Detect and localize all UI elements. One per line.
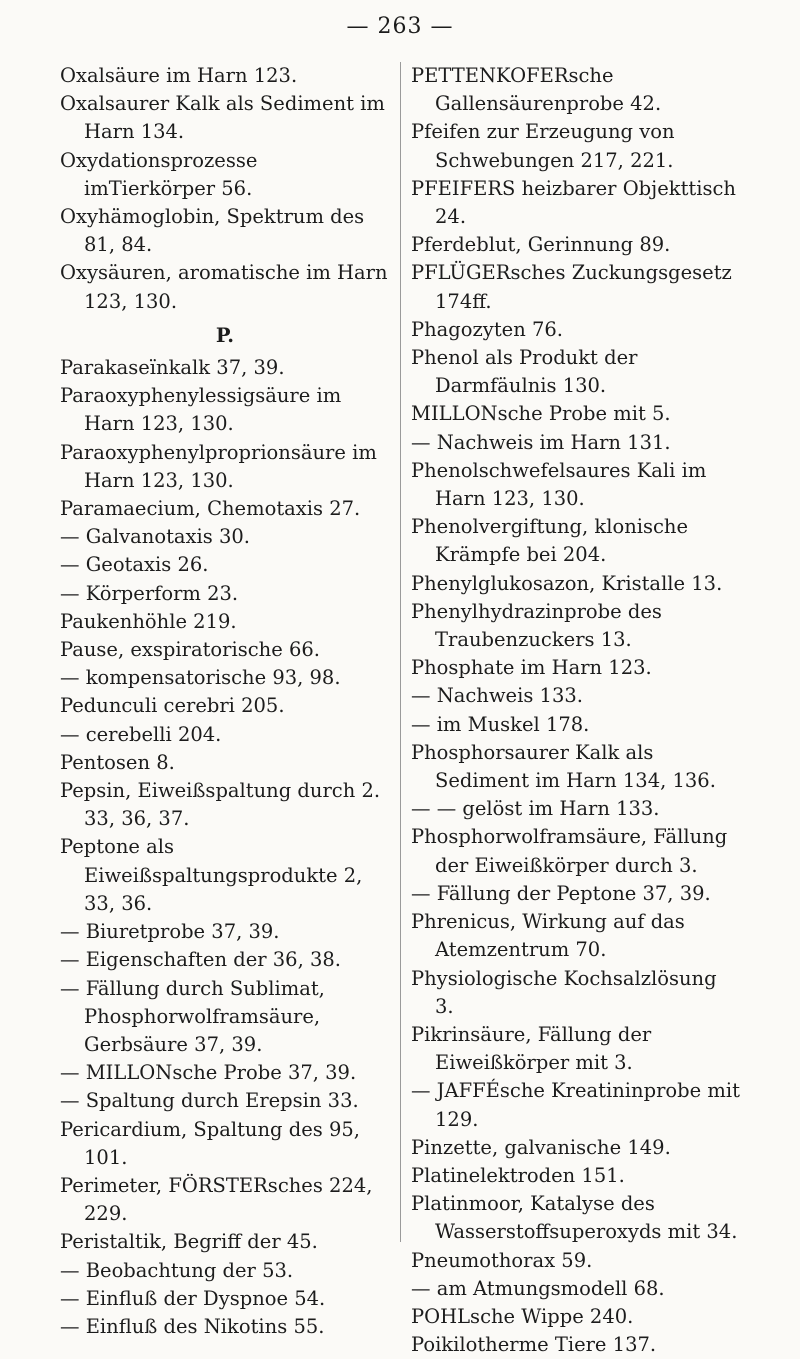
index-entry: Peristaltik, Begriff der 45. (60, 1230, 318, 1254)
index-entry: — MILLONsche Probe 37, 39. (60, 1061, 357, 1085)
index-entry: Phagozyten 76. (411, 317, 563, 341)
index-entry: Oxalsäure im Harn 123. (60, 64, 298, 87)
index-entry: — Körperform 23. (60, 581, 239, 605)
index-entry: — — gelöst im Harn 133. (411, 797, 660, 821)
index-entry: Oxyhämoglobin, Spektrum des 81, 84. (60, 205, 365, 257)
left-column (60, 62, 390, 1341)
index-entry: — Eigenschaften der 36, 38. (60, 948, 341, 972)
index-entry: Pedunculi cerebri 205. (60, 694, 285, 718)
section-letter-heading: P. (215, 323, 235, 347)
index-entry: Paramaecium, Chemotaxis 27. (60, 497, 361, 521)
index-entry: — Fällung der Peptone 37, 39. (411, 881, 711, 905)
index-entry: Perimeter, FÖRSTERsches 224, 229. (60, 1173, 373, 1226)
index-entry: Pfeifen zur Erzeugung von Schwebungen 217, 221. (411, 120, 675, 172)
index-entry: POHLsche Wippe 240. (411, 1304, 634, 1328)
index-entry: — Galvanotaxis 30. (60, 525, 250, 549)
index-entry: — Einfluß des Nikotins 55. (60, 1314, 325, 1338)
index-entry: PETTENKOFERsche Gallensäurenprobe 42. (411, 64, 662, 116)
index-entry: Pepsin, Eiweißspaltung durch 2. 33, 36, 37. (60, 779, 381, 831)
index-entry: — Einfluß der Dyspnoe 54. (60, 1286, 326, 1310)
index-entry: Paraoxyphenylproprionsäure im Harn 123, 130. (60, 440, 377, 492)
index-entry: Pericardium, Spaltung des 95, 101. (60, 1117, 360, 1169)
index-entry: MILLONsche Probe mit 5. (411, 402, 671, 426)
index-entry: Pinzette, galvanische 149. (411, 1135, 671, 1159)
page-number: — 263 — (346, 14, 454, 39)
index-entry: Paukenhöhle 219. (60, 609, 237, 633)
index-entry: — JAFFÉsche Kreatininprobe mit 129. (411, 1079, 740, 1131)
index-entry: Pneumothorax 59. (411, 1248, 593, 1272)
index-entry: PFLÜGERsches Zuckungsgesetz 174ff. (411, 261, 732, 313)
index-entry: Pferdeblut, Gerinnung 89. (411, 233, 671, 257)
index-entry: — Beobachtung der 53. (60, 1258, 294, 1282)
index-entry: Poikilotherme Tiere 137. (411, 1333, 657, 1357)
index-entry: — am Atmungsmodell 68. (411, 1276, 665, 1300)
index-entry: Platinmoor, Katalyse des Wasserstoffsuperoxyds mit 34. (411, 1192, 738, 1244)
index-entry: Phrenicus, Wirkung auf das Atemzentrum 70. (411, 910, 685, 962)
index-entry: Phosphorwolframsäure, Fällung der Eiweißkörper durch 3. (411, 825, 728, 877)
index-entry: — Nachweis 133. (411, 684, 583, 708)
index-entry: Oxalsaurer Kalk als Sediment im Harn 134. (60, 92, 385, 144)
index-entry: Pikrinsäure, Fällung der Eiweißkörper mit 3. (411, 1022, 652, 1075)
index-entry: — cerebelli 204. (60, 722, 222, 746)
index-entry: — kompensatorische 93, 98. (60, 666, 341, 690)
index-entry: Phenylhydrazinprobe des Traubenzuckers 13. (411, 599, 662, 652)
index-entry: Phenolvergiftung, klonische Krämpfe bei 204. (411, 515, 689, 567)
index-entry: Peptone als Eiweißspaltungsprodukte 2, 33, 36. (60, 835, 363, 915)
index-entry: — Nachweis im Harn 131. (411, 430, 671, 454)
index-entry: Paraoxyphenylessigsäure im Harn 123, 130. (60, 384, 342, 436)
index-entry: Oxysäuren, aromatische im Harn 123, 130. (60, 261, 388, 313)
index-entry: Platinelektroden 151. (411, 1163, 625, 1187)
index-entry: Parakaseïnkalk 37, 39. (60, 356, 285, 380)
index-entry: Phosphorsaurer Kalk als Sediment im Harn 134, 136. (411, 740, 716, 793)
index-entry: — Fällung durch Sublimat, Phosphorwolframsäure, Gerbsäure 37, 39. (60, 976, 325, 1056)
index-entry: Phenol als Produkt der Darmfäulnis 130. (411, 346, 638, 398)
index-entry: — Biuretprobe 37, 39. (60, 920, 280, 944)
index-entry: Pause, exspiratorische 66. (60, 638, 320, 662)
index-entry: Phosphate im Harn 123. (411, 656, 652, 680)
index-entry: — Spaltung durch Erepsin 33. (60, 1089, 359, 1113)
index-entry: — Geotaxis 26. (60, 553, 209, 577)
right-column (411, 62, 741, 1359)
index-entry: Phenolschwefelsaures Kali im Harn 123, 130. (411, 458, 707, 511)
index-entry: PFEIFERS heizbarer Objekttisch 24. (411, 176, 736, 229)
index-entry: Oxydationsprozesse imTierkörper 56. (60, 148, 258, 200)
index-entry: — im Muskel 178. (411, 712, 590, 736)
index-entry: Physiologische Kochsalzlösung 3. (411, 966, 717, 1018)
index-entry: Phenylglukosazon, Kristalle 13. (411, 571, 723, 595)
column-divider (400, 62, 401, 1242)
index-entry: Pentosen 8. (60, 750, 175, 774)
